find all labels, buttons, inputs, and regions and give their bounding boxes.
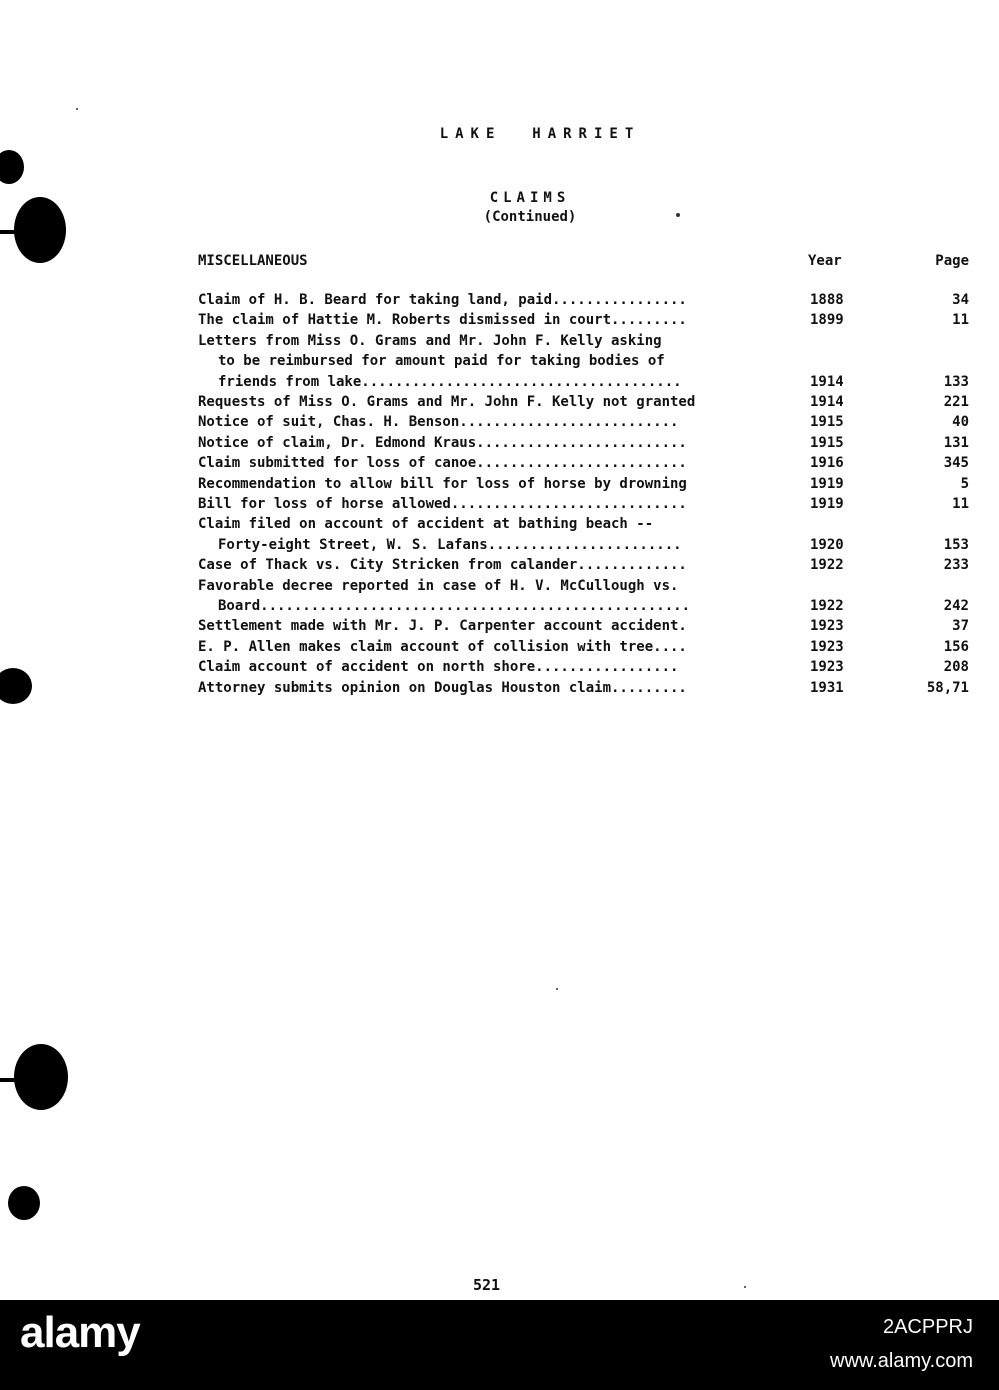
entry-page: 133 <box>943 373 969 390</box>
entry-line <box>0 659 999 679</box>
entry-description: Recommendation to allow bill for loss of horse by drowning <box>198 475 687 492</box>
entry-page: 233 <box>943 557 969 574</box>
entry-line <box>0 496 999 516</box>
binder-tab-1 <box>0 230 24 234</box>
paper-speck <box>556 988 558 990</box>
entry-description: Requests of Miss O. Grams and Mr. John F. Kelly not granted <box>198 394 696 410</box>
entry-description: The claim of Hattie M. Roberts dismissed in court......... <box>198 312 687 329</box>
entry-page: 208 <box>943 659 969 676</box>
entry-line <box>0 680 999 700</box>
entry-year: 1916 <box>810 455 844 472</box>
watermark-site: www.alamy.com <box>830 1350 973 1372</box>
entry-year: 1922 <box>810 557 844 574</box>
entry-year: 1914 <box>810 373 844 390</box>
entry-page: 153 <box>943 536 969 553</box>
entry-year: 1899 <box>810 312 844 329</box>
entry-line <box>0 353 999 373</box>
entry-description: Board................................................... <box>218 598 691 614</box>
entry-description: Notice of suit, Chas. H. Benson.......................... <box>198 414 679 431</box>
entry-page: 345 <box>943 455 969 472</box>
entry-description: Claim filed on account of accident at bathing beach -- <box>198 516 654 533</box>
entry-page: 11 <box>952 496 969 512</box>
entry-year: 1931 <box>810 679 844 696</box>
entry-page: 156 <box>943 638 969 655</box>
entry-description: Claim submitted for loss of canoe......................... <box>198 455 687 472</box>
entry-page: 34 <box>952 292 969 308</box>
page-title: LAKE HARRIET <box>439 126 641 142</box>
binder-hole-5 <box>8 1186 40 1220</box>
year-column-header: Year <box>808 253 842 269</box>
entry-line <box>0 394 999 414</box>
entry-line <box>0 435 999 455</box>
entry-description: Favorable decree reported in case of H. V. McCullough vs. <box>198 577 679 594</box>
paper-speck <box>744 1286 746 1288</box>
entry-year: 1914 <box>810 394 844 410</box>
entry-description: Attorney submits opinion on Douglas Houston claim......... <box>198 679 687 696</box>
paper-speck <box>76 108 78 110</box>
watermark-image-id: 2ACPPRJ <box>882 1316 973 1338</box>
entry-year: 1922 <box>810 598 844 614</box>
page-number: 521 <box>473 1276 501 1294</box>
entry-year: 1923 <box>810 618 844 635</box>
entry-line <box>0 312 999 332</box>
binder-hole-1 <box>0 150 24 184</box>
entry-page: 37 <box>952 618 969 635</box>
category-heading: MISCELLANEOUS <box>198 253 308 269</box>
entry-line <box>0 455 999 475</box>
entry-page: 221 <box>943 394 969 410</box>
entry-year: 1888 <box>810 292 844 308</box>
section-subheading: (Continued) <box>483 209 577 225</box>
entry-page: 58,71 <box>926 679 969 696</box>
watermark-bar <box>0 1300 999 1390</box>
page-column-header: Page <box>935 253 969 269</box>
entry-year: 1915 <box>810 434 844 451</box>
entry-year: 1919 <box>810 475 844 492</box>
watermark-logo: alamy <box>20 1308 140 1357</box>
entry-page: 11 <box>952 312 969 329</box>
entry-line <box>0 333 999 353</box>
entry-description: Claim of H. B. Beard for taking land, paid................ <box>198 292 687 308</box>
entry-description: Case of Thack vs. City Stricken from calander............. <box>198 557 687 574</box>
entry-description: Forty-eight Street, W. S. Lafans....................... <box>218 536 682 553</box>
entry-description: friends from lake...................................... <box>218 373 682 390</box>
entry-line <box>0 292 999 312</box>
binder-hole-4 <box>14 1044 68 1110</box>
entry-description: Notice of claim, Dr. Edmond Kraus......................... <box>198 434 687 451</box>
entry-description: Bill for loss of horse allowed............................ <box>198 496 687 512</box>
entry-description: Letters from Miss O. Grams and Mr. John F. Kelly asking <box>198 332 662 349</box>
entry-description: to be reimbursed for amount paid for taking bodies of <box>218 353 665 370</box>
entry-page: 40 <box>952 414 969 431</box>
entry-year: 1923 <box>810 659 844 676</box>
entry-description: E. P. Allen makes claim account of collision with tree.... <box>198 638 687 655</box>
entry-description: Settlement made with Mr. J. P. Carpenter account accident. <box>198 618 687 635</box>
entry-line <box>0 557 999 577</box>
entry-year: 1920 <box>810 536 844 553</box>
entry-year: 1923 <box>810 638 844 655</box>
entry-line <box>0 598 999 618</box>
entry-line <box>0 516 999 536</box>
entry-line <box>0 578 999 598</box>
entry-line <box>0 639 999 659</box>
entry-line <box>0 537 999 557</box>
entry-line <box>0 476 999 496</box>
entry-line <box>0 618 999 638</box>
entry-year: 1915 <box>810 414 844 431</box>
entry-line <box>0 414 999 434</box>
entry-description: Claim account of accident on north shore................. <box>198 659 679 676</box>
entry-year: 1919 <box>810 496 844 512</box>
section-heading: CLAIMS <box>489 190 571 206</box>
entry-page: 242 <box>943 598 969 614</box>
entry-page: 5 <box>960 475 969 492</box>
binder-tab-2 <box>0 1078 22 1082</box>
entry-line <box>0 374 999 394</box>
entry-page: 131 <box>943 434 969 451</box>
